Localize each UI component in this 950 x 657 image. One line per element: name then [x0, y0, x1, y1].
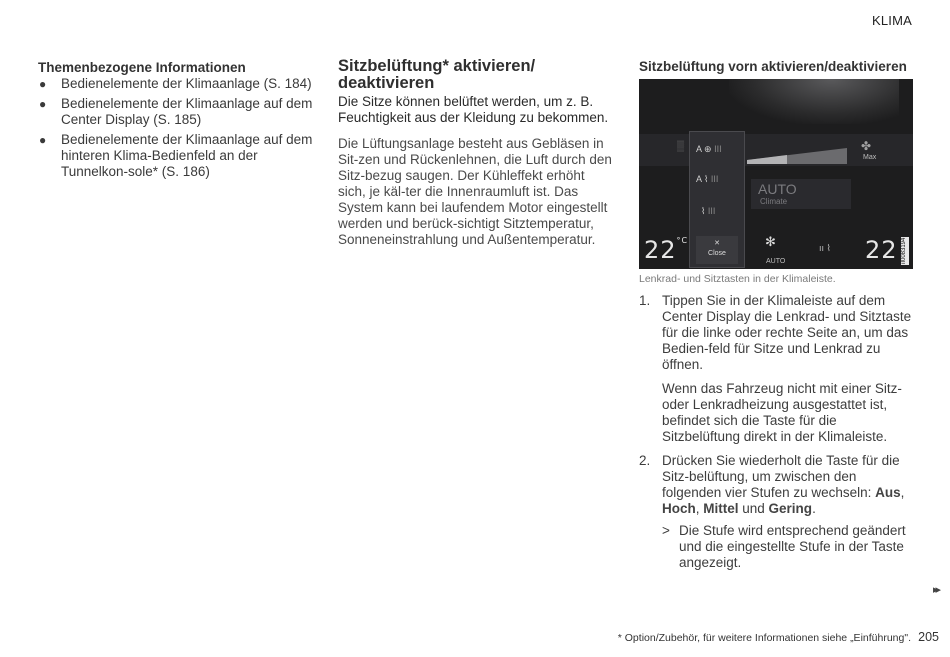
- page-number: 205: [918, 630, 939, 644]
- max-label: Max: [863, 154, 877, 161]
- fan-speed-bar: [747, 144, 847, 164]
- related-info-section: [38, 60, 318, 184]
- figure-caption: Lenkrad- und Sitztasten in der Klimaleiste.: [639, 273, 836, 285]
- level-low: Gering: [768, 501, 813, 516]
- procedure-steps: [639, 293, 915, 571]
- steering-heat-icon: A ⊕ III: [696, 144, 722, 154]
- fan-icon: ✤: [861, 139, 872, 153]
- seat-right-icon[interactable]: ıı ⌇: [819, 243, 831, 253]
- section-title: Sitzbelüftung* aktivieren/ deaktivieren: [338, 57, 536, 92]
- level-medium: Mittel: [703, 501, 739, 516]
- chapter-title: KLIMA: [871, 13, 912, 28]
- step-item: [639, 453, 915, 571]
- step-number: 1.: [639, 293, 651, 308]
- procedure-section: [639, 59, 915, 577]
- temp-left[interactable]: $22^{^\circ C}$: [644, 236, 689, 264]
- fan-auto-icon: ✻: [765, 234, 776, 249]
- temp-right[interactable]: 22: [865, 236, 898, 264]
- step-result: > Die Stufe wird entsprechend geändert und die eingestellte Stufe in der Taste angezeigt.: [662, 523, 906, 570]
- step-item: [639, 293, 915, 445]
- procedure-heading: Sitzbelüftung vorn aktivieren/deaktivieren: [639, 59, 907, 74]
- level-off: Aus: [875, 485, 901, 500]
- step-number: 2.: [639, 453, 651, 468]
- bullet-icon: ●: [39, 77, 47, 91]
- seat-panel-popup: [689, 131, 745, 268]
- section-body: Die Lüftungsanlage besteht aus Gebläsen in Sit-zen und Rückenlehnen, die Luft durch den Sitz-bezug saugen. Der Kühleffekt erhöht sich, je käl-ter die Innenraumluft ist. Das System kann bei laufendem Motor eingestellt werden und berück-sichtigt Sitztemperatur, Sonneneinstrahlung und Außentemperatur.: [338, 136, 612, 247]
- related-link-item[interactable]: ● Bedienelemente der Klimaanlage (S. 184): [39, 76, 312, 91]
- bullet-icon: ●: [39, 97, 47, 111]
- level-high: Hoch: [662, 501, 696, 516]
- related-info-list: [38, 76, 318, 180]
- auto-small-label: AUTO: [766, 258, 786, 265]
- climate-bar-figure: [639, 79, 913, 269]
- main-section: [338, 58, 614, 248]
- seat-vent-icon: ⌇ III: [696, 206, 716, 216]
- related-link-item[interactable]: ● Bedienelemente der Klimaanlage auf dem hinteren Klima-Bedienfeld an der Tunnelkon-sole* (S. 186): [39, 132, 313, 179]
- footer-note: * Option/Zubehör, für weitere Informationen siehe „Einführung".: [617, 632, 911, 644]
- close-button[interactable]: ✕ Close: [696, 236, 738, 264]
- image-code: iI0083194: [901, 237, 907, 265]
- step-text: Tippen Sie in der Klimaleiste auf dem Center Display die Lenkrad- und Sitztaste für die linke oder rechte Seite an, um das Bedien-feld für Sitze und Lenkrad zu öffnen.: [662, 293, 912, 372]
- auto-climate-button[interactable]: AUTO Climate: [751, 179, 851, 209]
- seat-heat-icon: A ⌇ III: [696, 174, 719, 184]
- section-lead: Die Sitze können belüftet werden, um z. B. Feuchtigkeit aus der Kleidung zu bekommen.: [338, 94, 609, 125]
- step-text: Drücken Sie wiederholt die Taste für die Sitz-belüftung, um zwischen den folgenden vier Stufen zu wechseln: Aus, Hoch, Mittel und Gering.: [662, 453, 905, 516]
- next-page-icon[interactable]: ▸▸: [932, 584, 938, 596]
- related-link-item[interactable]: ● Bedienelemente der Klimaanlage auf dem Center Display (S. 185): [39, 96, 313, 127]
- bullet-icon: ●: [39, 133, 47, 147]
- step-note: Wenn das Fahrzeug nicht mit einer Sitz- oder Lenkradheizung ausgestattet ist, befindet sich die Taste für die Sitzbelüftung direkt in der Klimaleiste.: [662, 381, 902, 444]
- related-info-heading: Themenbezogene Informationen: [38, 60, 246, 75]
- figure-background-glow: [729, 79, 899, 124]
- recirculation-icon: ▒: [677, 141, 685, 152]
- result-marker: >: [662, 523, 670, 538]
